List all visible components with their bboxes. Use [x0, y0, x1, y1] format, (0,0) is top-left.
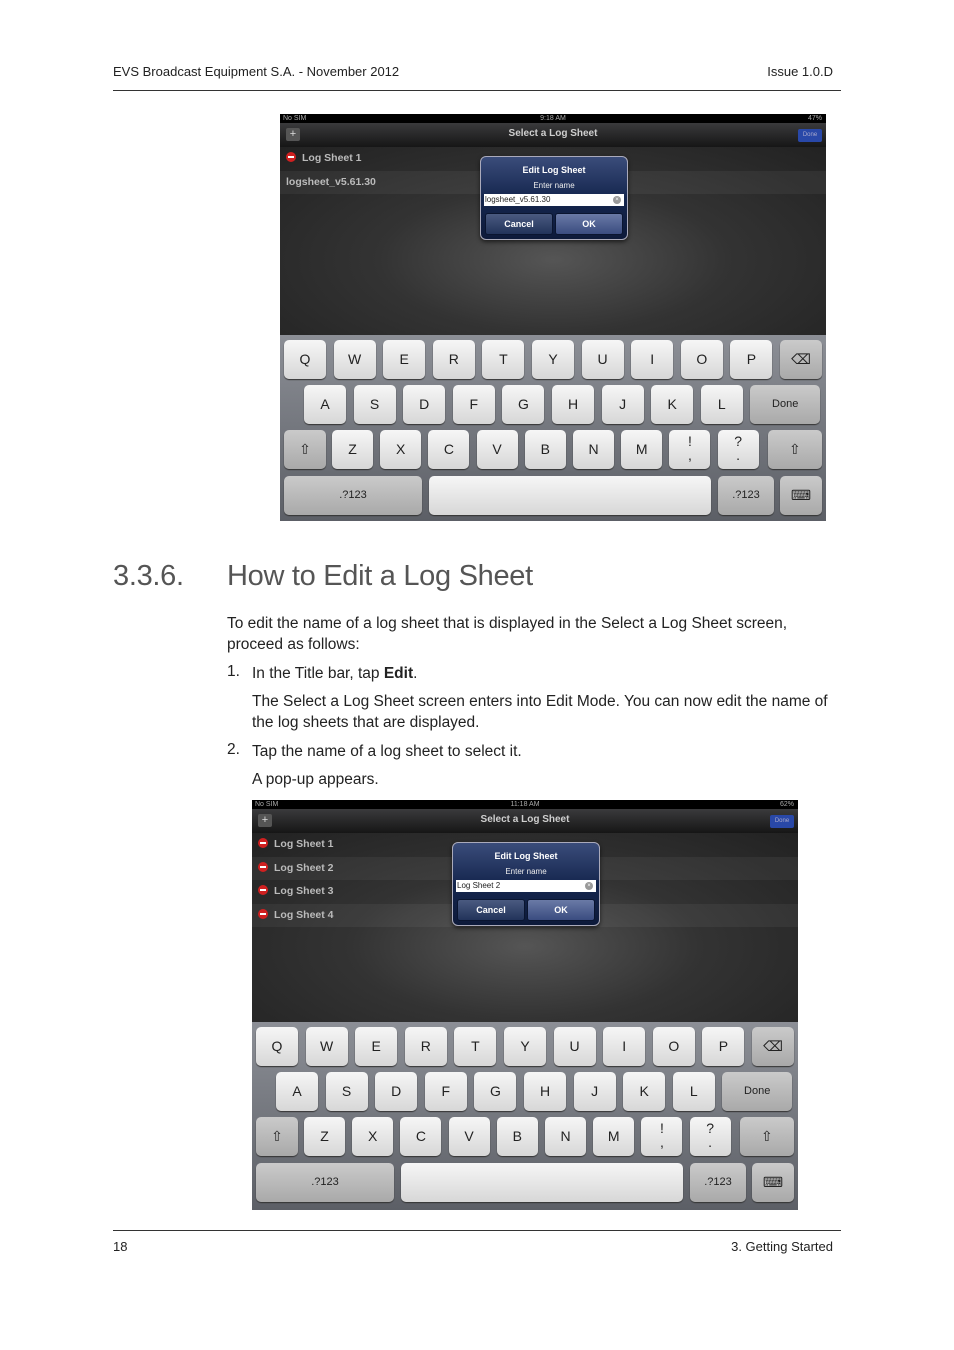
carrier-label: No SIM [255, 801, 279, 808]
key-u[interactable]: U [554, 1027, 596, 1066]
key-x[interactable]: X [380, 430, 421, 469]
key-l[interactable]: L [673, 1072, 715, 1111]
cancel-button[interactable]: Cancel [485, 213, 553, 235]
key-c[interactable]: C [400, 1117, 441, 1156]
key-o[interactable]: O [681, 340, 723, 379]
log-sheet-name: Log Sheet 1 [274, 838, 334, 850]
log-sheet-name: Log Sheet 1 [302, 152, 362, 164]
title-bar-title: Select a Log Sheet [508, 128, 598, 139]
key-h[interactable]: H [524, 1072, 566, 1111]
key-e[interactable]: E [383, 340, 425, 379]
ok-button[interactable]: OK [527, 899, 595, 921]
key-u[interactable]: U [582, 340, 624, 379]
title-bar [280, 123, 826, 148]
footer-section: 3. Getting Started [731, 1239, 833, 1254]
log-sheet-name: logsheet_v5.61.30 [286, 175, 376, 188]
key-g[interactable]: G [474, 1072, 516, 1111]
space-bar[interactable] [401, 1163, 683, 1202]
dismiss-keyboard-key[interactable] [780, 476, 822, 515]
key-z[interactable]: Z [332, 430, 373, 469]
key-z[interactable]: Z [304, 1117, 345, 1156]
header-issue: Issue 1.0.D [767, 64, 833, 79]
header-rule [113, 90, 841, 91]
step-2-number: 2. [227, 741, 240, 758]
key-m[interactable]: M [593, 1117, 634, 1156]
status-time: 11:18 AM [510, 801, 540, 808]
screenshot-edit-log-sheet-2 [252, 800, 798, 1210]
key-o[interactable]: O [653, 1027, 695, 1066]
intro-paragraph: To edit the name of a log sheet that is displayed in the Select a Log Sheet screen, proceed as follows: [227, 615, 788, 653]
screenshot-edit-log-sheet-1 [280, 114, 826, 521]
keyboard [252, 1022, 798, 1210]
section-title: How to Edit a Log Sheet [227, 560, 533, 592]
add-log-sheet-button[interactable]: + [286, 128, 300, 141]
key-question[interactable]: ? . [718, 430, 759, 469]
key-d[interactable]: D [403, 385, 445, 424]
done-button[interactable]: Done [770, 815, 794, 828]
key-f[interactable]: F [425, 1072, 467, 1111]
log-sheet-name: Log Sheet 2 [274, 861, 334, 874]
key-k[interactable]: K [623, 1072, 665, 1111]
numbers-key-left[interactable]: .?123 [284, 476, 422, 515]
step-2-text: Tap the name of a log sheet to select it. [252, 743, 522, 760]
delete-minus-icon[interactable] [286, 152, 296, 162]
clear-text-icon[interactable]: × [613, 196, 621, 204]
page-footer [113, 1239, 833, 1254]
shift-key-right[interactable] [740, 1117, 794, 1156]
numbers-key-right[interactable]: .?123 [690, 1163, 746, 1202]
key-q[interactable]: Q [284, 340, 326, 379]
key-t[interactable]: T [454, 1027, 496, 1066]
key-p[interactable]: P [730, 340, 772, 379]
key-x[interactable]: X [352, 1117, 393, 1156]
name-input[interactable]: Log Sheet 2 × [456, 880, 596, 892]
key-i[interactable]: I [603, 1027, 645, 1066]
key-q[interactable]: Q [256, 1027, 298, 1066]
key-g[interactable]: G [502, 385, 544, 424]
key-b[interactable]: B [497, 1117, 538, 1156]
key-s[interactable]: S [354, 385, 396, 424]
dismiss-keyboard-key[interactable] [752, 1163, 794, 1202]
key-n[interactable]: N [545, 1117, 586, 1156]
key-exclamation[interactable]: ! , [641, 1117, 682, 1156]
key-s[interactable]: S [326, 1072, 368, 1111]
header-left: EVS Broadcast Equipment S.A. - November 2012 [113, 64, 400, 79]
key-r[interactable]: R [405, 1027, 447, 1066]
dialog-title: Edit Log Sheet [522, 165, 586, 175]
key-w[interactable]: W [334, 340, 376, 379]
key-d[interactable]: D [375, 1072, 417, 1111]
dialog-subtitle: Enter name [505, 867, 547, 876]
delete-minus-icon[interactable] [258, 885, 268, 895]
section-number: 3.3.6. [113, 560, 184, 592]
key-k[interactable]: K [651, 385, 693, 424]
edit-log-sheet-dialog [480, 156, 628, 240]
key-h[interactable]: H [552, 385, 594, 424]
battery-level: 47% [807, 115, 822, 122]
key-j[interactable]: J [574, 1072, 616, 1111]
key-question[interactable]: ? . [690, 1117, 731, 1156]
key-j[interactable]: J [602, 385, 644, 424]
space-bar[interactable] [429, 476, 711, 515]
key-y[interactable]: Y [504, 1027, 546, 1066]
dialog-subtitle: Enter name [533, 181, 575, 190]
shift-icon: ⇧ [271, 1128, 283, 1144]
footer-rule [113, 1230, 841, 1231]
status-time: 9:18 AM [540, 115, 566, 122]
section-heading [113, 560, 533, 593]
key-c[interactable]: C [428, 430, 469, 469]
done-button[interactable]: Done [798, 129, 822, 142]
title-bar [252, 809, 798, 834]
key-exclamation[interactable]: ! , [669, 430, 710, 469]
edit-term: Edit [383, 665, 414, 682]
carrier-label: No SIM [283, 115, 307, 122]
key-m[interactable]: M [621, 430, 662, 469]
step-1-text: In the Title bar, tap Edit. [252, 665, 418, 682]
log-sheet-name: Log Sheet 4 [274, 908, 334, 921]
key-t[interactable]: T [482, 340, 524, 379]
key-a[interactable]: A [304, 385, 346, 424]
key-p[interactable]: P [702, 1027, 744, 1066]
key-i[interactable]: I [631, 340, 673, 379]
clear-text-icon[interactable]: × [585, 882, 593, 890]
delete-minus-icon[interactable] [258, 909, 268, 919]
key-e[interactable]: E [355, 1027, 397, 1066]
battery-level: 62% [779, 801, 794, 808]
backspace-key[interactable] [752, 1027, 794, 1066]
key-r[interactable]: R [433, 340, 475, 379]
dialog-title: Edit Log Sheet [494, 851, 558, 861]
shift-icon: ⇧ [761, 1128, 773, 1144]
keyboard-dismiss-icon: ⌨ [790, 487, 812, 503]
keyboard [280, 335, 826, 521]
page-header [113, 64, 833, 79]
log-sheet-name: Log Sheet 3 [274, 885, 334, 897]
key-l[interactable]: L [701, 385, 743, 424]
keyboard-dismiss-icon: ⌨ [762, 1174, 784, 1190]
key-a[interactable]: A [276, 1072, 318, 1111]
key-v[interactable]: V [449, 1117, 490, 1156]
keyboard-done-key[interactable]: Done [722, 1072, 792, 1111]
edit-log-sheet-dialog [452, 842, 600, 926]
key-v[interactable]: V [477, 430, 518, 469]
status-bar [280, 114, 826, 123]
title-bar-title: Select a Log Sheet [480, 814, 570, 825]
keyboard-done-key[interactable]: Done [750, 385, 820, 424]
shift-icon: ⇧ [299, 441, 311, 457]
step-1-number: 1. [227, 663, 240, 680]
key-w[interactable]: W [306, 1027, 348, 1066]
backspace-icon: ⌫ [763, 1038, 783, 1054]
shift-key-right[interactable] [768, 430, 822, 469]
ok-button[interactable]: OK [555, 213, 623, 235]
shift-key-left[interactable] [284, 430, 326, 469]
cancel-button[interactable]: Cancel [457, 899, 525, 921]
backspace-icon: ⌫ [791, 351, 811, 367]
key-f[interactable]: F [453, 385, 495, 424]
shift-key-left[interactable] [256, 1117, 298, 1156]
numbers-key-right[interactable]: .?123 [718, 476, 774, 515]
step-2-result: A pop-up appears. [252, 771, 379, 788]
shift-icon: ⇧ [789, 441, 801, 457]
key-y[interactable]: Y [532, 340, 574, 379]
page-number: 18 [113, 1239, 128, 1254]
status-bar [252, 800, 798, 809]
name-input[interactable]: logsheet_v5.61.30 × [484, 194, 624, 206]
backspace-key[interactable] [780, 340, 822, 379]
key-b[interactable]: B [525, 430, 566, 469]
add-log-sheet-button[interactable]: + [258, 814, 272, 827]
delete-minus-icon[interactable] [258, 862, 268, 872]
step-1-result: The Select a Log Sheet screen enters into Edit Mode. You can now edit the name of the log sheets that are displayed. [252, 693, 828, 731]
numbers-key-left[interactable]: .?123 [256, 1163, 394, 1202]
delete-minus-icon[interactable] [258, 838, 268, 848]
key-n[interactable]: N [573, 430, 614, 469]
